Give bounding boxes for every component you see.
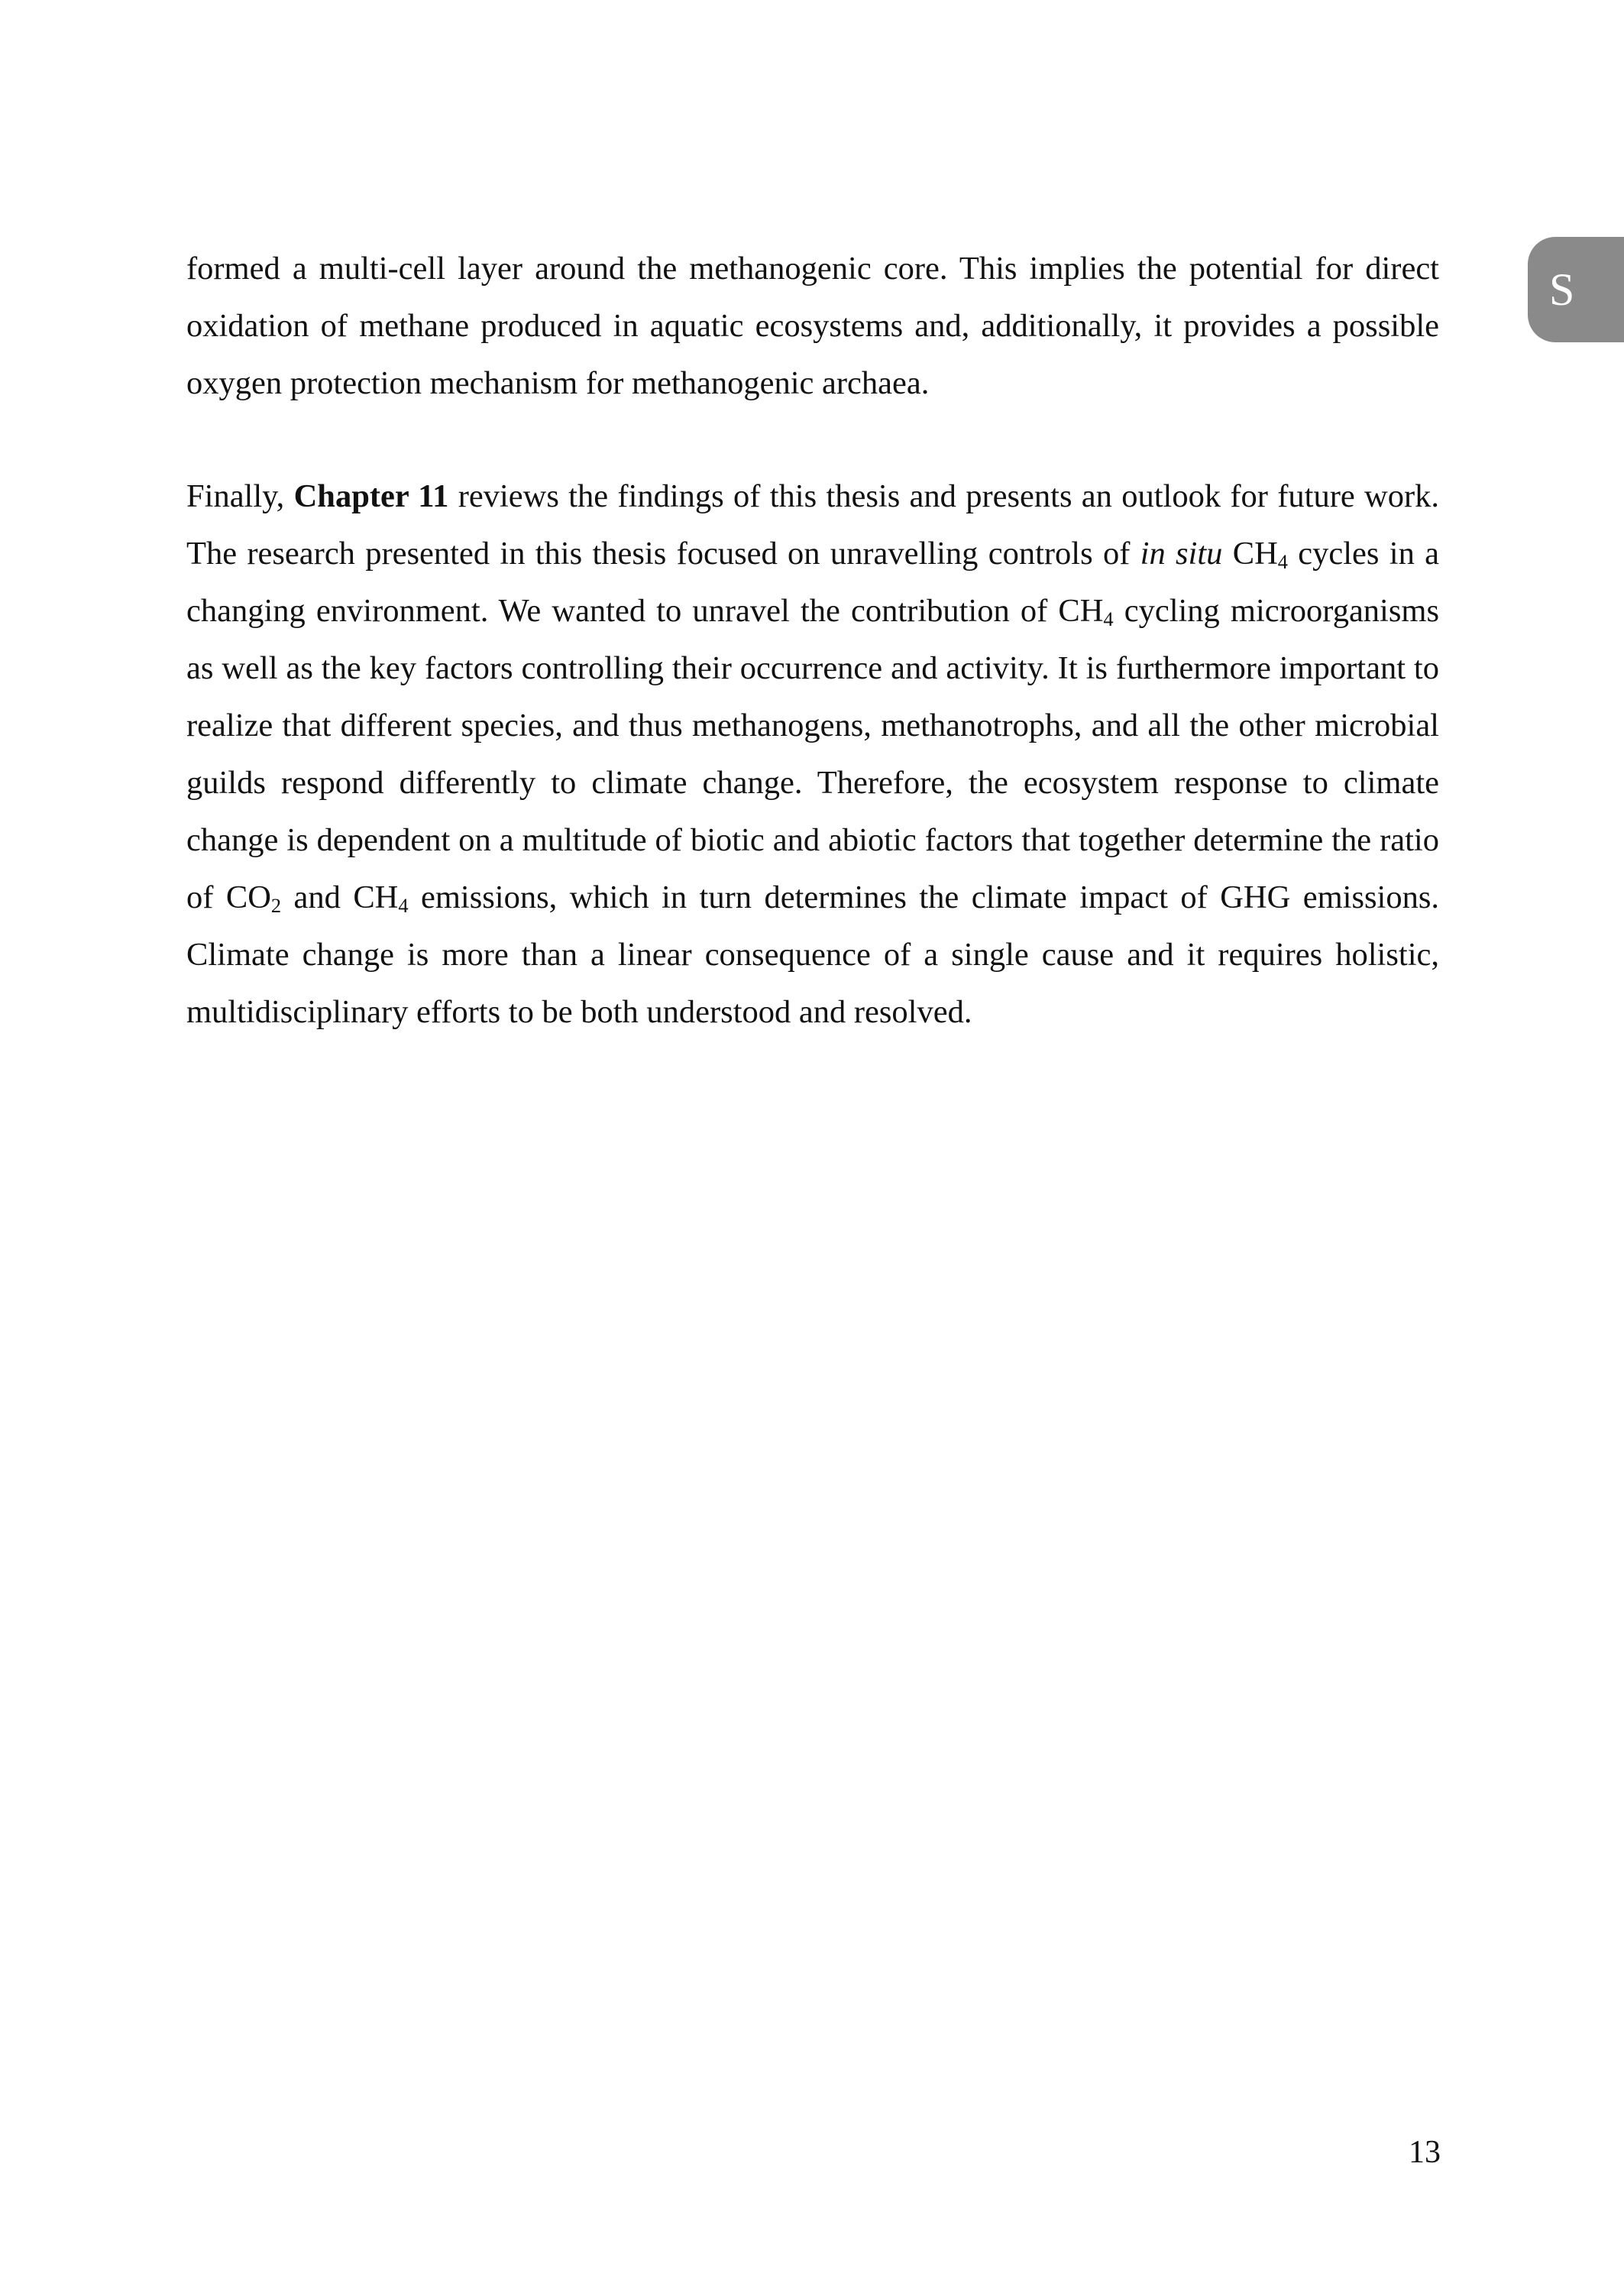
chapter-reference: Chapter 11 bbox=[293, 478, 449, 514]
paragraph-1 bbox=[186, 240, 1439, 412]
subscript-4-b: 4 bbox=[1103, 607, 1114, 630]
in-situ-term: in situ bbox=[1140, 536, 1223, 572]
subscript-4-a: 4 bbox=[1277, 550, 1288, 573]
paragraph-2-text-a: reviews the findings of this thesis and presents an outlook for future work. The research presented in this thesis focused on unravelling controls of bbox=[186, 478, 1439, 572]
page-number: 13 bbox=[1409, 2135, 1441, 2170]
paragraph-2-text-b: CH bbox=[1222, 536, 1278, 572]
paragraph-2-intro: Finally, bbox=[186, 478, 294, 514]
paragraph-2-text-c: cycles in a changing environment. We wanted to unravel the contribution of CH bbox=[186, 536, 1439, 629]
paragraph-2-text bbox=[186, 468, 1439, 1041]
section-tab-letter: S bbox=[1549, 264, 1575, 315]
paragraph-2-text-f: emissions, which in turn determines the climate impact of GHG emissions. Climate change is more than a linear consequence of a single cause and it requires holistic, multidisciplinary efforts to be both understood and resolved. bbox=[186, 879, 1439, 1030]
paragraph-2 bbox=[186, 468, 1439, 1041]
subscript-2: 2 bbox=[270, 894, 282, 917]
paragraph-1-text: formed a multi-cell layer around the methanogenic core. This implies the potential for direct oxidation of methane produced in aquatic ecosystems and, additionally, it provides a possible oxygen protection mechanism for methanogenic archaea. bbox=[186, 251, 1439, 401]
paragraph-2-text-d: cycling microorganisms as well as the key factors controlling their occurrence and activity. It is furthermore important to realize that different species, and thus methanogens, methanotrophs, and all the other microbial guilds respond differently to climate change. Therefore, the ecosystem response to climate change is dependent on a multitude of biotic and abiotic factors that together determine the ratio of CO bbox=[186, 593, 1439, 915]
subscript-4-c: 4 bbox=[398, 894, 409, 917]
paragraph-2-text-e: and CH bbox=[281, 879, 399, 915]
section-tab bbox=[1528, 237, 1624, 342]
